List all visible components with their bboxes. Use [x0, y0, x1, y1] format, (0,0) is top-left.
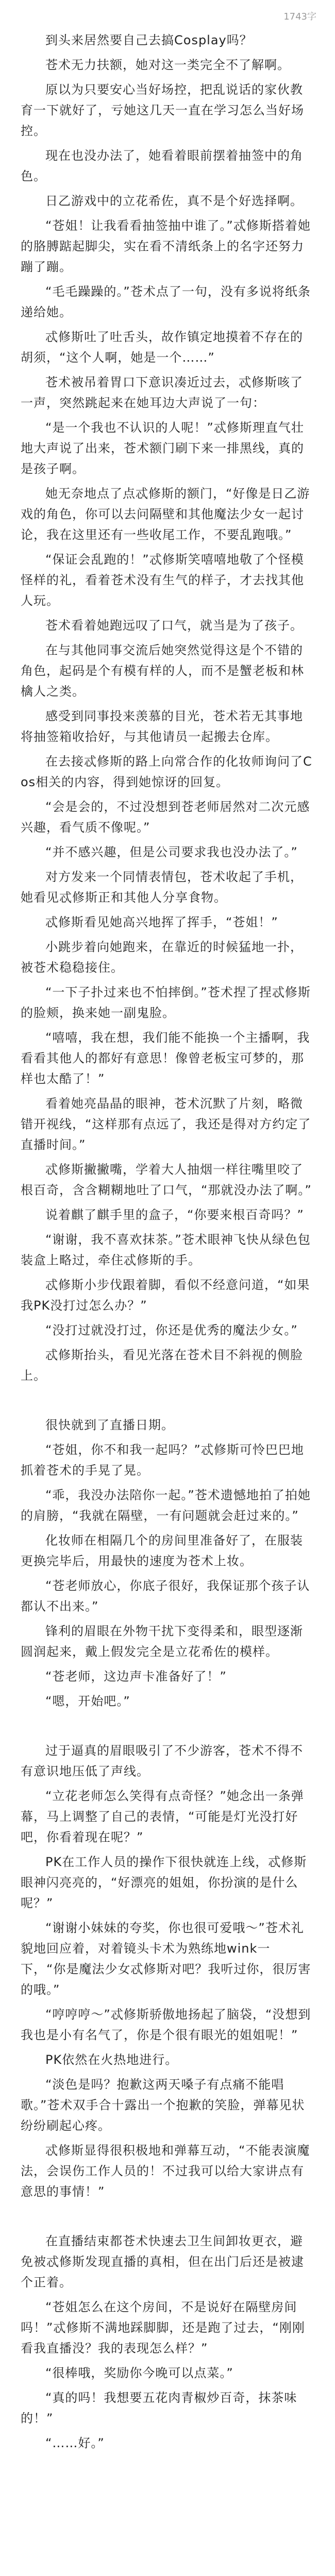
paragraph: 她无奈地点了点忒修斯的额门，“好像是日乙游戏的角色，你可以去问隔壁和其他魔法少女一起讨论，我在这里还有一些收尾工作，不要乱跑哦。” [21, 486, 310, 542]
article-body [0, 29, 335, 2453]
paragraph: 忒修斯吐了吐舌头，故作镇定地摸着不存在的胡须，“这个人啊，她是一个……” [21, 330, 303, 365]
paragraph: 忒修斯显得很积极地和弹幕互动，“不能表演魔法，会误伤工作人员的！不过我可以给大家讲点有意思的事情！” [21, 2143, 310, 2199]
paragraph: “苍老师放心，你底子很好，我保证那个孩子认都认不出来。” [21, 1579, 310, 1614]
top-bar [0, 0, 335, 29]
paragraph: “嘻嘻，我在想，我们能不能换一个主播啊，我看看其他人的都好有意思！像曾老板宝可梦的，那样也太酷了！” [21, 1030, 310, 1086]
paragraph: 说着麒了麒手里的盒子，“你要来根百奇吗？” [45, 1208, 304, 1222]
paragraph: 在直播结束都苍术快速去卫生间卸妆更衣，避免被忒修斯发现直播的真相，但在出门后还是被逮个正着。 [21, 2234, 304, 2290]
paragraph: 小跳步着向她跑来，在靠近的时候猛地一扑，被苍术稳稳接住。 [21, 940, 303, 975]
paragraph: “保证会乱跑的！”忒修斯笑嘻嘻地敬了个怪模怪样的礼，看着苍术没有生气的样子，才去找其他人玩。 [21, 552, 304, 608]
paragraph: “是一个我也不认识的人呢！”忒修斯理直气壮地大声说了出来，苍术额门刷下来一排黑线，真的是孩子啊。 [21, 420, 304, 476]
paragraph: 过于逼真的眉眼吸引了不少游客，苍术不得不有意识地压低了声线。 [21, 1743, 303, 1778]
paragraph: “……好。” [45, 2436, 105, 2450]
paragraph: “苍姐怎么在这个房间，不是说好在隔壁房间吗！”忒修斯不满地踩脚脚，还是跑了过去，“刚刚看我直播没？我的表现怎么样？” [21, 2300, 305, 2355]
paragraph: “乖，我没办法陪你一起。”苍术遗憾地拍了拍她的肩膀，“我就在隔壁，一有问题就会赶过来的。” [21, 1488, 311, 1523]
paragraph: “立花老师怎么笑得有点奇怪？”她念出一条弹幕，马上调整了自己的表情，“可能是灯光没打好吧，你看着现在呢？” [21, 1789, 304, 1844]
paragraph: 现在也没办法了，她看着眼前摆着抽签中的角色。 [21, 148, 303, 183]
paragraph: “苍姐，你不和我一起吗？”忒修斯可怜巴巴地抓着苍术的手晃了晃。 [21, 1443, 304, 1478]
paragraph: “很棒哦，奖励你今晚可以点菜。” [45, 2366, 233, 2380]
paragraph: “并不感兴趣，但是公司要求我也没办法了。” [45, 845, 298, 859]
paragraph: “真的吗！我想要五花肉青椒炒百奇，抹茶味的！” [21, 2391, 297, 2426]
paragraph: 忒修斯抬头，看见光落在苍术目不斜视的侧脸上。 [21, 1348, 303, 1383]
paragraph: 原以为只要安心当好场控，把乱说话的家伙教育一下就好了，亏她这几天一直在学习怎么当好场控。 [21, 82, 304, 138]
paragraph: 日乙游戏中的立花希佐，真不是个好选择啊。 [45, 194, 303, 208]
paragraph: 感受到同事投来羡慕的目光，苍术若无其事地将抽签箱收拾好，与其他请员一起搬去仓库。 [21, 709, 303, 744]
paragraph: “毛毛躁躁的。”苍术点了一句，没有多说将纸条递给她。 [21, 284, 311, 319]
paragraph: “苍姐！让我看看抽签抽中谁了。”忒修斯搭着她的胳膊踮起脚尖，实在看不清纸条上的名字还努力蹦了蹦。 [21, 218, 311, 274]
paragraph: “苍老师，这边声卡准备好了！” [45, 1669, 227, 1684]
paragraph: 苍术无力扶额，她对这一类完全不了解啊。 [45, 58, 290, 72]
paragraph: 看着她亮晶晶的眼神，苍术沉默了片刻，略微错开视线，“这样那有点远了，我还是得对方约定了直播时间。” [21, 1096, 311, 1152]
paragraph: “谢谢，我不喜欢抹茶。”苍术眼神飞快从绿色包装盒上略过，牵住忒修斯的手。 [21, 1232, 311, 1267]
word-count-label: 1743字 [283, 11, 316, 22]
paragraph: 对方发来一个同情表情包，苍术收起了手机，她看见忒修斯正和其他人分享食物。 [21, 870, 303, 905]
paragraph: 苍术被吊着胃口下意识凑近过去，忒修斯咳了一声，突然跳起来在她耳边大声说了一句： [21, 375, 303, 410]
paragraph: 忒修斯小步伐跟着脚，看似不经意问道，“如果我PK没打过怎么办？” [21, 1278, 310, 1313]
paragraph: 到头来居然要自己去搞Cosplay吗？ [45, 33, 253, 47]
paragraph: “哼哼哼～”忒修斯骄傲地扬起了脑袋，“没想到我也是小有名气了，你是个很有眼光的姐姐呢！” [21, 2007, 311, 2042]
paragraph: “淡色是吗？抱歉这两天嗓子有点痛不能唱歌。”苍术双手合十露出一个抱歉的笑脸，弹幕见状纷纷刷起心疼。 [21, 2077, 305, 2133]
paragraph: 很快就到了直播日期。 [45, 1418, 174, 1432]
paragraph: 忒修斯撇撇嘴，学着大人抽烟一样往嘴里咬了根百奇，含含糊糊地吐了口气，“那就没办法了啊。” [21, 1162, 312, 1197]
paragraph: “谢谢小妹妹的夸奖，你也很可爱哦～”苍术礼貌地回应着，对着镜头卡术为熟练地wink一下，“你是魔法少女忒修斯对吧？我听过你，很厉害的哦。” [21, 1921, 311, 1997]
paragraph: 苍术看着她跑远叹了口气，就当是为了孩子。 [45, 618, 303, 633]
paragraph: 在去接忒修斯的路上向常合作的化妆师询问了Cos相关的内容，得到她惊讶的回复。 [21, 754, 312, 789]
paragraph: PK依然在火热地进行。 [45, 2053, 178, 2067]
paragraph: 锋利的眉眼在外物干扰下变得柔和，眼型逐渐圆润起来，戴上假发完全是立花希佐的模样。 [21, 1624, 303, 1659]
paragraph: “没打过就没打过，你还是优秀的魔法少女。” [45, 1323, 298, 1337]
paragraph: 忒修斯看见她高兴地挥了挥手，“苍姐！” [45, 915, 278, 929]
paragraph: “嗯，开始吧。” [45, 1694, 130, 1708]
paragraph: 化妆师在相隔几个的房间里准备好了，在服装更换完毕后，用最快的速度为苍术上妆。 [21, 1533, 303, 1568]
paragraph: PK在工作人员的操作下很快就连上线，忒修斯眼神闪亮亮的，“好漂亮的姐姐，你扮演的是什么呢？” [21, 1855, 307, 1910]
paragraph: “一下子扑过来也不怕摔倒。”苍术捏了捏忒修斯的脸颊，换来她一副鬼脸。 [21, 985, 311, 1020]
paragraph: “会是会的，不过没想到苍老师居然对二次元感兴趣，看气质不像呢。” [21, 800, 310, 835]
paragraph: 在与其他同事交流后她突然觉得这是个不错的角色，起码是个有模有样的人，而不是蟹老板和林檎人之类。 [21, 643, 304, 699]
